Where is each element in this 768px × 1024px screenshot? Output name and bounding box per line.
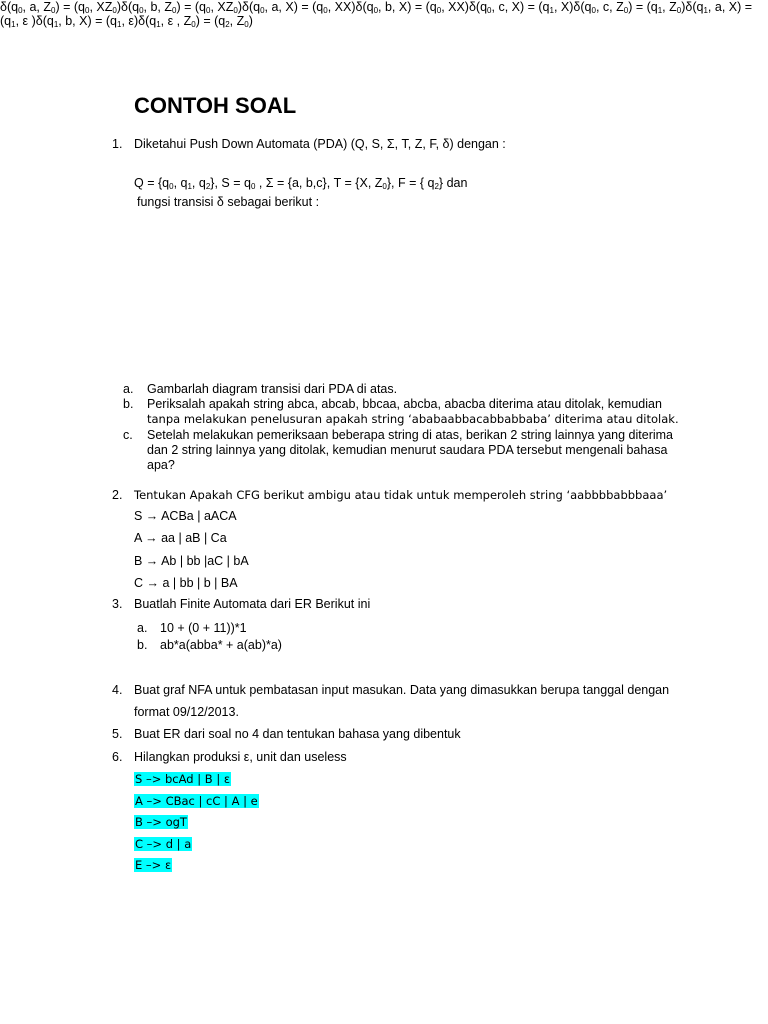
q6-rule-b: [134, 815, 188, 830]
q2-number: 2.: [112, 488, 123, 502]
q1-sets-text: $Q = \{q_0$, $q_1$, $q_2$}, $S = q_0$ , Σ = {a, b,c}, T = {X, $Z_0$}, F = { $q_2$} dan: [134, 176, 468, 191]
q2-rule-b: B → Ab | bb |aC | bA: [134, 554, 249, 568]
q1-item-b-label: b.: [123, 397, 134, 411]
q2-rule-s: S → ACBa | aACA: [134, 509, 237, 523]
q6-number: 6.: [112, 750, 123, 764]
q6-text: Hilangkan produksi ε, unit dan useless: [134, 750, 347, 764]
q1-sets-line: [134, 176, 467, 191]
page-title: CONTOH SOAL: [134, 93, 297, 118]
q1-item-c-line2: dan 2 string lainnya yang ditolak, kemudian menurut saudara PDA tersebut mengenali bahasa: [147, 443, 668, 457]
q4-number: 4.: [112, 683, 123, 697]
q2-text: Tentukan Apakah CFG berikut ambigu atau tidak untuk memperoleh string ‘aabbbbabbbaaa’: [134, 488, 668, 502]
q1-item-b-line2: tanpa melakukan penelusuran apakah string ‘ababaabbacabbabbaba’ diterima atau ditolak.: [147, 412, 679, 426]
q1-intro: Diketahui Push Down Automata (PDA) (Q, S, Σ, T, Z, F, δ) dengan :: [134, 137, 506, 151]
q3-number: 3.: [112, 597, 123, 611]
q3-item-b-text: ab*a(abba* + a(ab)*a): [160, 638, 282, 652]
q1-transition-list: $\delta(q_0$, a, $Z_0) = (q_0$, $XZ_0)\delta(q_0$, b, $Z_0) = (q_0$, $XZ_0)\delta(q_0$, a, $X) = (q_0$, $XX)\delta(q_0$, b, $X) = (q_0$, $XX)\delta(q_0$, c, $X) = (q_1$, $X)\delta(q_0$, c, $Z_0) = (q_1$, $Z_0)\delta(q_1$, a, $X) = (q_1$, ε )$\delta(q_1$, b, $X) = (q_1$, $\varepsilon)\delta(q_1$, ε , $Z_0) = (q_2$, $Z_0$): [0, 0, 753, 29]
q6-rule-a-highlight: A –> CBac | cC | A | e: [135, 794, 258, 808]
q6-rule-e-highlight: E –> ε: [135, 858, 172, 872]
q1-item-c-line1: Setelah melakukan pemeriksaan beberapa string di atas, berikan 2 string lainnya yang diterima: [147, 428, 673, 442]
q1-item-c-line3: apa?: [147, 458, 175, 472]
q2-rule-c: C → a | bb | b | BA: [134, 576, 238, 590]
q3-item-b-label: b.: [137, 638, 148, 652]
q1-number: 1.: [112, 137, 123, 151]
q6-rule-b-highlight: B –> ogT: [135, 815, 187, 829]
q5-number: 5.: [112, 727, 123, 741]
q1-item-a-label: a.: [123, 382, 134, 396]
q6-rule-s: [134, 772, 231, 787]
q3-text: Buatlah Finite Automata dari ER Berikut ini: [134, 597, 371, 611]
q6-rule-s-highlight: S –> bcAd | B | ε: [135, 772, 231, 786]
q4-line2: format 09/12/2013.: [134, 705, 239, 719]
q6-rule-a: [134, 794, 259, 809]
q6-rule-c: [134, 837, 192, 852]
q5-text: Buat ER dari soal no 4 dan tentukan bahasa yang dibentuk: [134, 727, 461, 741]
q3-item-a-label: a.: [137, 621, 148, 635]
q2-rule-a: A → aa | aB | Ca: [134, 531, 227, 545]
q1-fungsi: fungsi transisi δ sebagai berikut :: [137, 195, 320, 209]
q1-item-c-label: c.: [123, 428, 133, 442]
q6-rule-e: [134, 858, 172, 873]
q1-item-a-text: Gambarlah diagram transisi dari PDA di atas.: [147, 382, 398, 396]
q3-item-a-text: 10 + (0 + 11))*1: [160, 621, 247, 635]
q1-item-b-line1: Periksalah apakah string abca, abcab, bbcaa, abcba, abacba diterima atau ditolak, kemudian: [147, 397, 662, 411]
q6-rule-c-highlight: C –> d | a: [135, 837, 192, 851]
q4-line1: Buat graf NFA untuk pembatasan input masukan. Data yang dimasukkan berupa tanggal dengan: [134, 683, 670, 697]
